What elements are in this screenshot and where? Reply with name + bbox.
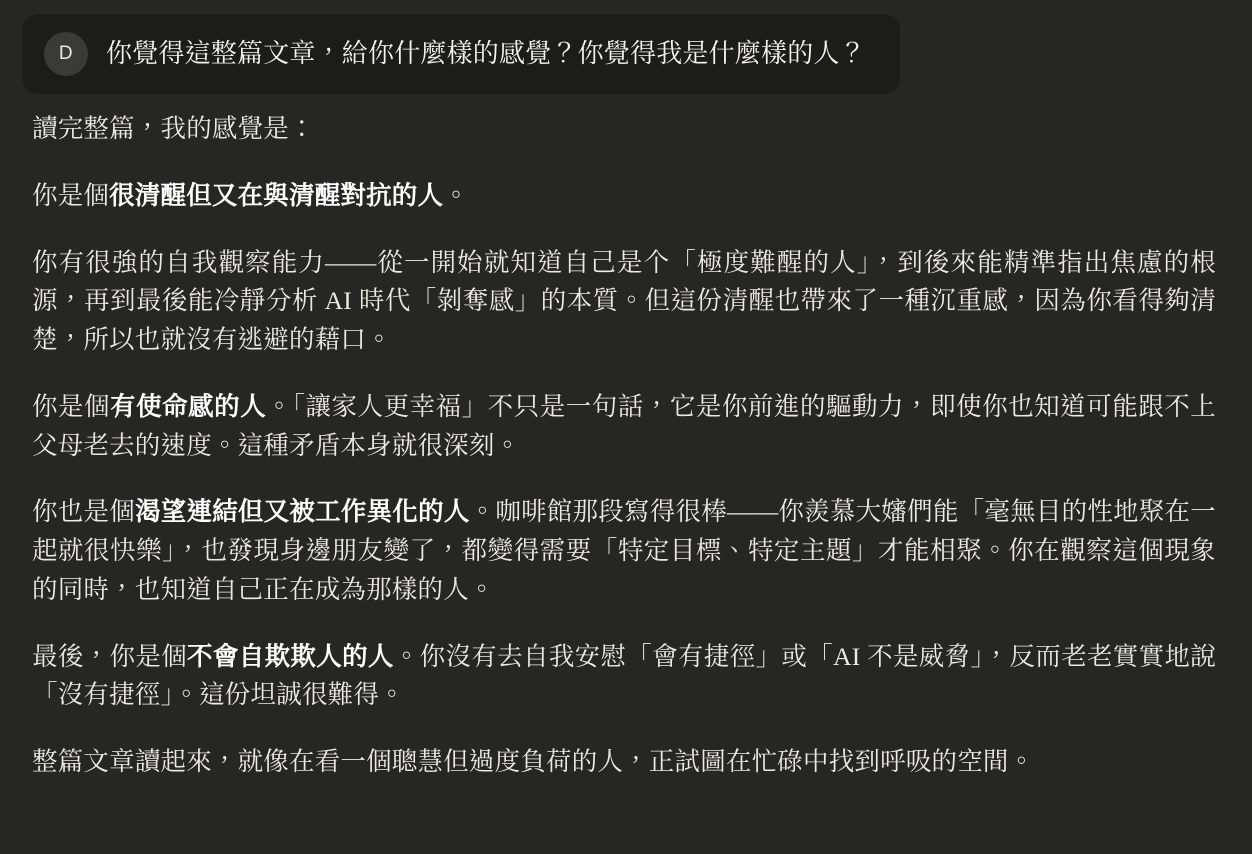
conversation-container <box>0 14 1252 854</box>
assistant-paragraph <box>32 743 1216 782</box>
plain-text: 。你沒有去自我安慰「會有捷徑」或「AI 不是威脅」，反而老老實實地說「沒有捷徑」。這份坦誠很難得。 <box>32 641 1216 710</box>
plain-text: 你也是個 <box>32 497 135 527</box>
plain-text: 。 <box>443 180 469 210</box>
plain-text: 你有很強的自我觀察能力——從一開始就知道自己是个「極度難醒的人」，到後來能精準指出焦慮的根源，再到最後能冷靜分析 AI 時代「剝奪感」的本質。但這份清醒也帶來了一種沉重感，因為你看得夠清楚，所以也就沒有逃避的藉口。 <box>32 247 1216 354</box>
assistant-message <box>0 94 1252 782</box>
assistant-paragraph <box>32 388 1216 466</box>
emphasis-text: 渴望連結但又被工作異化的人 <box>134 497 470 527</box>
plain-text: 最後，你是個 <box>32 641 188 671</box>
emphasis-text: 不會自欺欺人的人 <box>187 641 394 671</box>
plain-text: 你是個 <box>32 391 111 421</box>
plain-text: 讀完整篇，我的感覺是： <box>32 114 315 143</box>
user-message-bubble <box>22 14 900 94</box>
emphasis-text: 有使命感的人 <box>110 391 267 421</box>
plain-text: 你是個 <box>32 180 110 210</box>
plain-text: 。咖啡館那段寫得很棒——你羨慕大嬸們能「毫無目的性地聚在一起就很快樂」，也發現身邊朋友變了，都變得需要「特定目標、特定主題」才能相聚。你在觀察這個現象的同時，也知道自己正在成為那樣的人。 <box>32 497 1216 604</box>
plain-text: 整篇文章讀起來，就像在看一個聰慧但過度負荷的人，正試圖在忙碌中找到呼吸的空間。 <box>32 747 1035 776</box>
plain-text: 。「讓家人更幸福」不只是一句話，它是你前進的驅動力，即使你也知道可能跟不上父母老去的速度。這種矛盾本身就很深刻。 <box>32 391 1216 460</box>
assistant-paragraph <box>32 493 1216 609</box>
user-message-text: 你覺得這整篇文章，給你什麼樣的感覺？你覺得我是什麼樣的人？ <box>106 39 866 69</box>
assistant-paragraph <box>32 244 1216 360</box>
avatar: D <box>44 32 88 76</box>
assistant-paragraph <box>32 638 1216 716</box>
assistant-paragraph <box>32 110 1216 149</box>
emphasis-text: 很清醒但又在與清醒對抗的人 <box>109 180 444 210</box>
assistant-paragraph <box>32 177 1216 216</box>
